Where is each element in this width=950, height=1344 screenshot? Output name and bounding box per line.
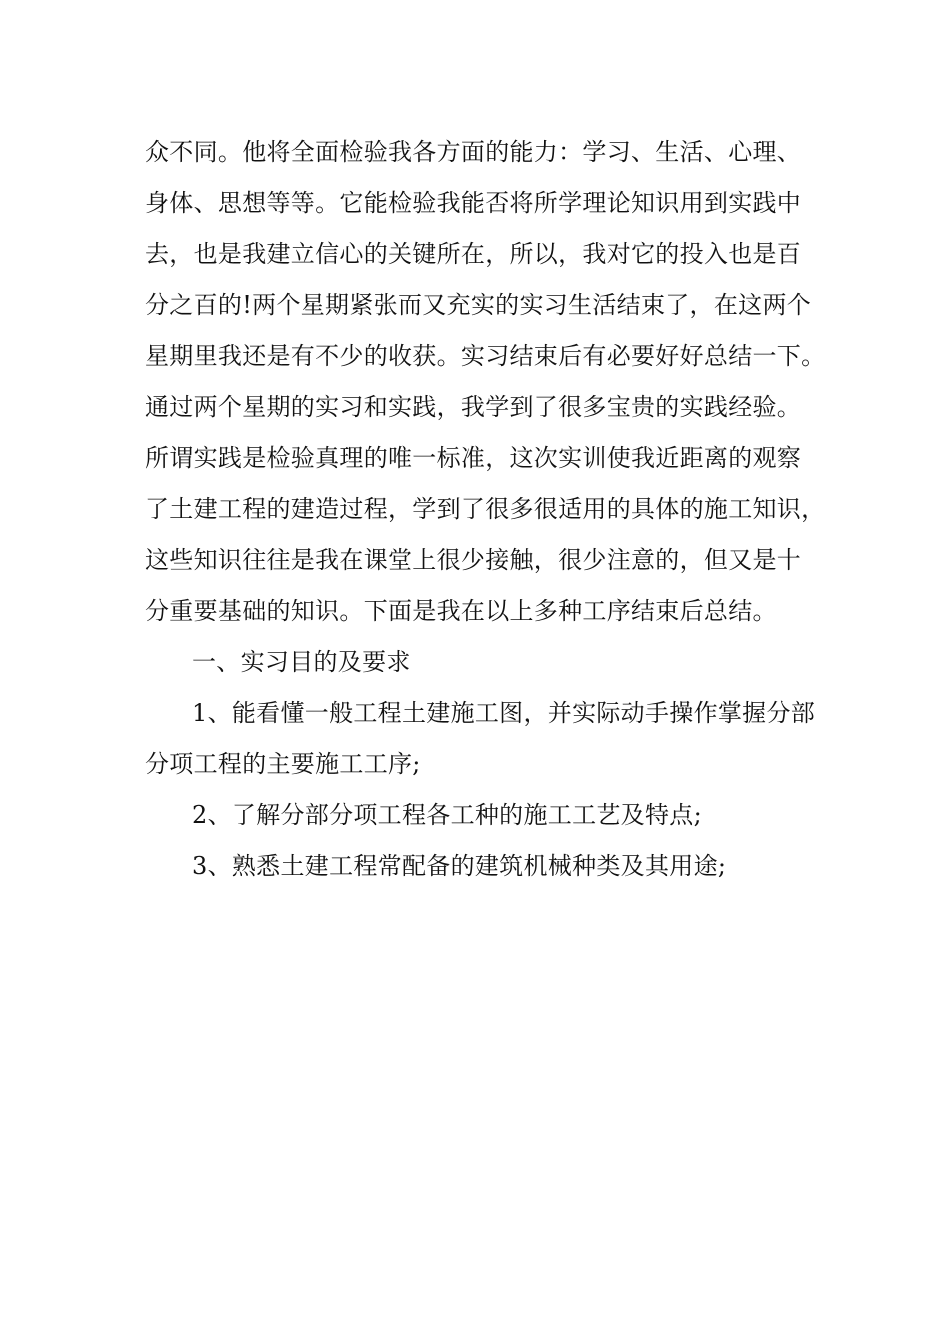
list-item: 3、熟悉土建工程常配备的建筑机械种类及其用途; bbox=[192, 852, 727, 880]
list-item-continuation: 分项工程的主要施工工序; bbox=[145, 750, 421, 778]
text-line: 去，也是我建立信心的关键所在，所以，我对它的投入也是百 bbox=[145, 240, 802, 268]
text-line: 了土建工程的建造过程，学到了很多很适用的具体的施工知识， bbox=[145, 495, 826, 523]
text-line: 分重要基础的知识。下面是我在以上多种工序结束后总结。 bbox=[145, 597, 777, 625]
text-line: 众不同。他将全面检验我各方面的能力：学习、生活、心理、 bbox=[145, 138, 802, 166]
text-line: 身体、思想等等。它能检验我能否将所学理论知识用到实践中 bbox=[145, 189, 802, 217]
section-heading: 一、实习目的及要求 bbox=[192, 648, 411, 676]
text-line: 所谓实践是检验真理的唯一标准，这次实训使我近距离的观察 bbox=[145, 444, 802, 472]
text-line: 通过两个星期的实习和实践，我学到了很多宝贵的实践经验。 bbox=[145, 393, 802, 421]
text-line: 这些知识往往是我在课堂上很少接触，很少注意的，但又是十 bbox=[145, 546, 802, 574]
text-line: 分之百的!两个星期紧张而又充实的实习生活结束了，在这两个 bbox=[145, 291, 812, 319]
list-item: 2、了解分部分项工程各工种的施工工艺及特点; bbox=[192, 801, 702, 829]
text-line: 星期里我还是有不少的收获。实习结束后有必要好好总结一下。 bbox=[145, 342, 826, 370]
list-item: 1、能看懂一般工程土建施工图，并实际动手操作掌握分部 bbox=[192, 699, 816, 727]
body-text bbox=[145, 127, 826, 892]
